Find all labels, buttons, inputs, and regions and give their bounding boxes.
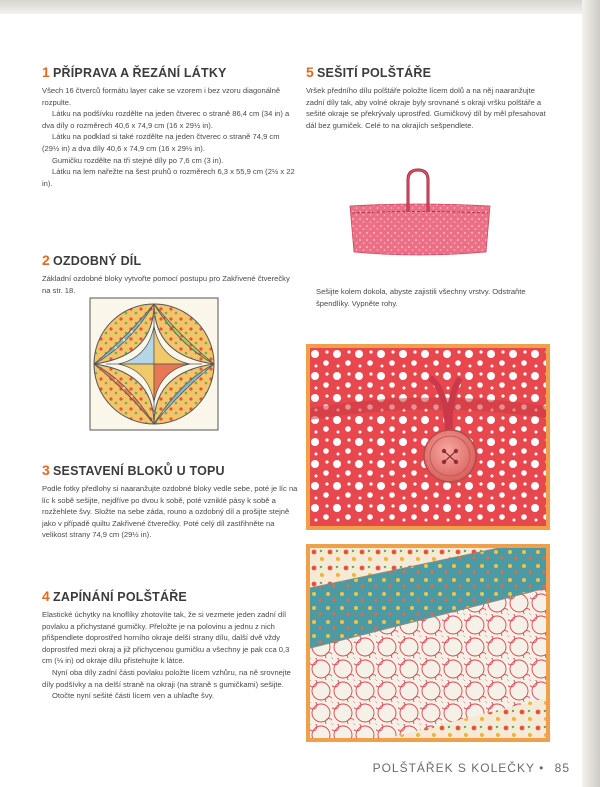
section-3-title: SESTAVENÍ BLOKŮ U TOPU: [53, 464, 225, 478]
footer-bullet: •: [539, 761, 545, 775]
decorative-block-illustration: [88, 296, 220, 432]
section-5-caption: Sešijte kolem dokola, abyste zajistili všechny vrstvy. Odstraňte špendlíky. Vypněte rohy.: [316, 287, 526, 308]
section-1-para-5: Látku na lem nařežte na šest pruhů o rozměrech 6,3 x 55,9 cm (2½ x 22 in).: [42, 167, 295, 188]
section-1-para-3: Látku na podklad si také rozdělte na jeden čtverec o straně 74,9 cm (29½ in) a dva díly 40,6 x 74,9 cm (16 x 29½ in).: [42, 132, 280, 153]
section-2-number: 2: [42, 252, 50, 268]
elastic-loop-illustration: [344, 168, 494, 260]
section-4-number: 4: [42, 588, 50, 604]
section-4-para-2: Nyní oba díly zadní části povlaku položte lícem vzhůru, na ně srovnejte díly podšívky a na delší straně na okraji (na straně s gumičkami) sešijte.: [42, 667, 291, 689]
section-3: [42, 462, 298, 541]
quilting-detail-image: [310, 548, 546, 738]
section-1-para-4: Gumičku rozdělte na tři stejné díly po 7,6 cm (3 in).: [52, 155, 224, 165]
photo-quilting-detail: [306, 544, 550, 742]
section-2: [42, 252, 298, 296]
page-edge-right: [582, 0, 600, 787]
section-2-title: OZDOBNÝ DÍL: [53, 254, 142, 268]
section-5-title: SEŠITÍ POLŠTÁŘE: [317, 66, 432, 80]
section-5: [306, 64, 546, 131]
page-edge-top: [0, 0, 600, 14]
section-2-para-1: Základní ozdobné bloky vytvořte pomocí postupu pro Zakřivené čtverečky na str. 18.: [42, 274, 290, 295]
section-3-heading: [42, 462, 298, 478]
section-4-para-3: Otočte nyní sešité části lícem ven a uhlaďte švy.: [52, 691, 214, 701]
section-5-para-1: Vršek předního dílu polštáře položte lícem dolů a na něj naaranžujte zadní díly tak, aby volné okraje byly srovnané s okraji vršku polštáře a sešité okraje se překrývaly uprostřed. Gumičkový díl by měl přesahovat dál bez gumiček. Celé to na okrajích sešpendlete.: [306, 86, 546, 130]
section-2-heading: [42, 252, 298, 268]
section-4: [42, 588, 298, 702]
section-1-heading: [42, 64, 298, 80]
photo-button-closure: [306, 344, 550, 530]
section-5-caption-wrap: [316, 286, 546, 309]
page-footer: [373, 761, 570, 775]
section-4-title: ZAPÍNÁNÍ POLŠTÁŘE: [53, 590, 187, 604]
section-1-title: PŘÍPRAVA A ŘEZÁNÍ LÁTKY: [53, 66, 227, 80]
button-closure-image: [310, 348, 546, 526]
page-number: 85: [554, 761, 570, 775]
section-4-para-1: Elastické úchytky na knoflíky zhotovíte tak, že si vezmete jeden zadní díl povlaku a přichystané gumičky. Přeložte je na polovinu a jednu z nich přišpendlete doprostřed horního okraje delší strany dílu, další dvě vždy doprostřed mezi okraj a již přichycenou gumičku a všechny je pak cca 0,3 cm (⅛ in) od okraje dílu přistehujte k látce.: [42, 610, 290, 666]
section-1-para-2: Látku na podšívku rozdělte na jeden čtverec o straně 86,4 cm (34 in) a dva díly o rozměrech 40,6 x 74,9 cm (16 x 29½ in).: [42, 109, 290, 130]
section-3-para-1: Podle fotky předlohy si naaranžujte ozdobné bloky vedle sebe, poté je líc na líc k sobě sešijte, nejdříve po dvou k sobě, poté vzniklé pásy k sobě a rozžehlete švy. Složte na sebe záda, rouno a ozdobný díl a prošijte stejně jako v případě quiltu Zakřivené čtverečky. Poté celý díl zastřihněte na velikost strany 74,9 cm (29½ in).: [42, 484, 298, 540]
section-1: [42, 64, 298, 189]
section-3-number: 3: [42, 462, 50, 478]
section-1-para-1: Všech 16 čtverců formátu layer cake se vzorem i bez vzoru diagonálně rozpulte.: [42, 86, 281, 107]
section-5-heading: [306, 64, 546, 80]
section-1-number: 1: [42, 64, 50, 80]
section-5-number: 5: [306, 64, 314, 80]
footer-title: POLŠTÁŘEK S KOLEČKY: [372, 761, 535, 775]
section-4-heading: [42, 588, 298, 604]
